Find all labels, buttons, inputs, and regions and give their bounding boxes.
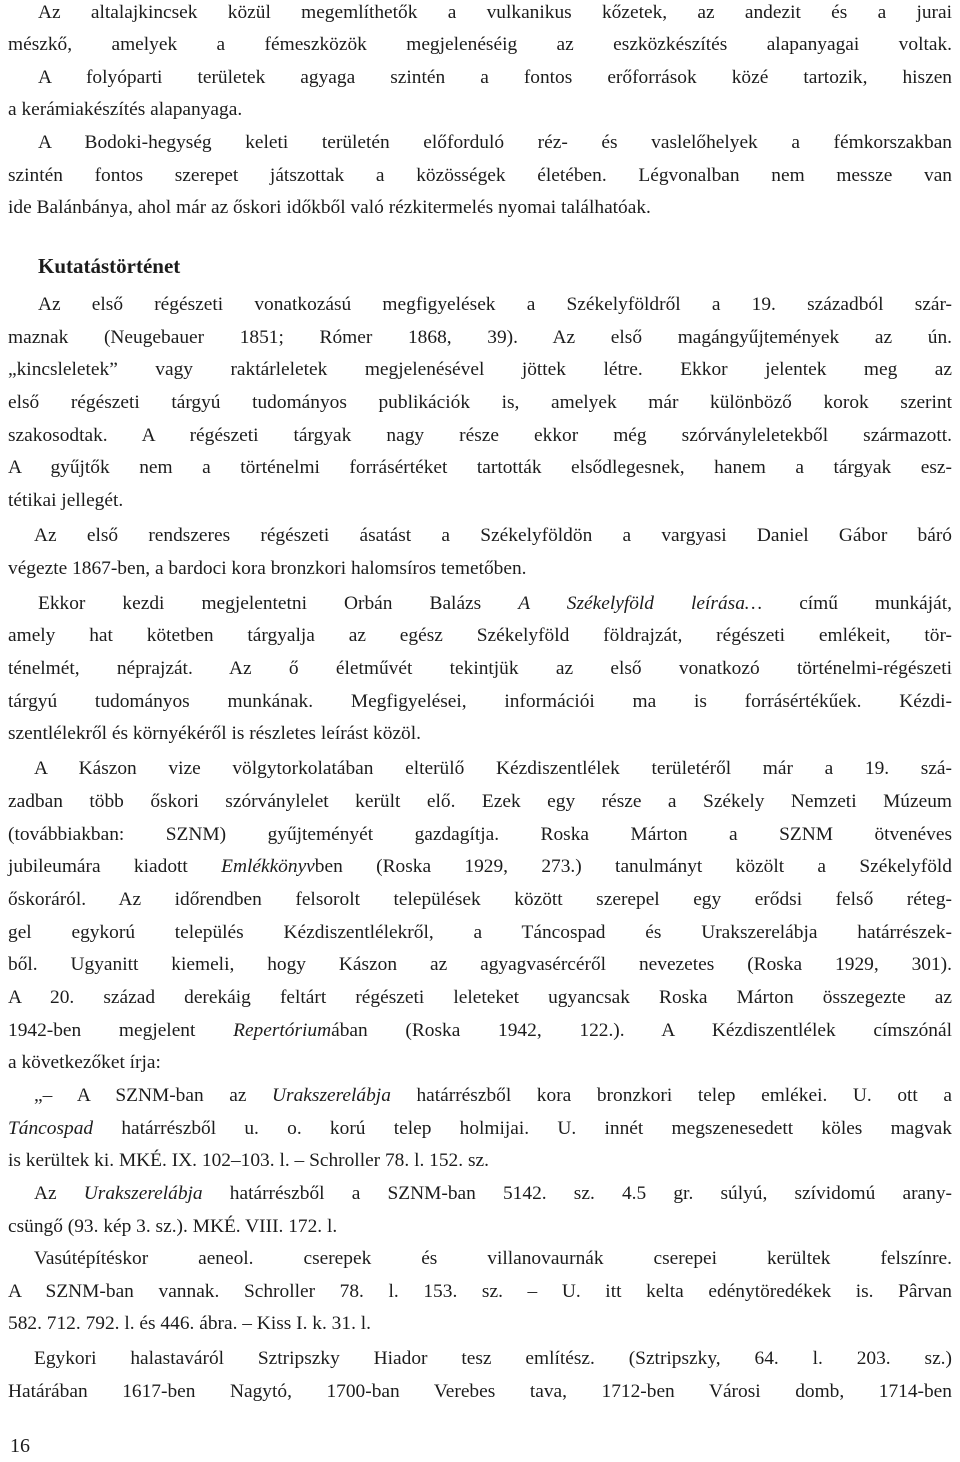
quote-line [34,1083,952,1109]
quote-line [34,1181,952,1207]
text-run: „– A SZNM-ban az [34,1085,273,1106]
text-line: amely hat kötetben tárgyalja az egész Székelyföld földrajzát, régészeti emlékeit, tör- [8,625,952,646]
text-line: (továbbiakban: SZNM) gyűjteményét gazdagítja. Roska Márton a SZNM ötvenéves [8,824,952,845]
text-line: a következőket írja: [8,1052,161,1073]
text-line: A 20. század derekáig feltárt régészeti leleteket ugyancsak Roska Márton összegezte az [8,987,952,1008]
italic-place-name: Urakszerelábja [272,1085,391,1106]
text-line: zadban több őskori szórványlelet került elő. Ezek egy része a Székely Nemzeti Múzeum [8,791,952,812]
text-line: tétikai jellegét. [8,490,124,511]
text-run: jubileumára kiadott [8,856,222,877]
text-run: 1942-ben megjelent [8,1020,234,1041]
italic-place-name: Táncospad [8,1118,94,1139]
text-line: ből. Ugyanitt kiemeli, hogy Kászon az agyagvasércéről nevezetes (Roska 1929, 301). [8,954,952,975]
text-line: ténelmét, néprajzát. Az ő életművét tekintjük az első vonatkozó történelmi-régészeti [8,658,952,679]
text-run: ben (Roska 1929, 273.) tanulmányt közölt a Székelyföld [314,856,952,877]
text-run: határrészből a SZNM-ban 5142. sz. 4.5 gr. súlyú, szívidomú arany- [202,1183,952,1204]
text-line: „kincsleletek” vagy raktárleletek megjelenésével jöttek létre. Ekkor jelentek meg az [8,359,952,380]
page-number: 16 [10,1435,30,1457]
quote-line: 582. 712. 792. l. és 446. ábra. – Kiss I. k. 31. l. [8,1313,372,1334]
text-line [38,591,952,617]
text-line: Az altalajkincsek közül megemlíthetők a vulkanikus kőzetek, az andezit és a jurai [38,2,952,23]
quote-line: A SZNM-ban vannak. Schroller 78. l. 153. sz. – U. itt kelta edénytöredékek is. Pârvan [8,1281,952,1302]
italic-title: Emlékkönyv [221,856,315,877]
text-line: Az első rendszeres régészeti ásatást a Székelyföldön a vargyasi Daniel Gábor báró [34,525,952,546]
text-line: ide Balánbánya, ahol már az őskori időkből való rézkitermelés nyomai találhatóak. [8,197,651,218]
text-line: A folyóparti területek agyaga szintén a fontos erőforrások közé tartozik, hiszen [38,67,952,88]
quote-line: is kerültek ki. MKÉ. IX. 102–103. l. – Schroller 78. l. 152. sz. [8,1150,489,1171]
italic-title: A Székelyföld leírása… [518,593,763,614]
text-line: szakosodtak. A régészeti tárgyak nagy része ekkor még szórványleletekből származott. [8,425,952,446]
text-line: mészkő, amelyek a fémeszközök megjelenéséig az eszközkészítés alapanyagai voltak. [8,34,952,55]
text-line: maznak (Neugebauer 1851; Rómer 1868, 39). Az első magángyűjtemények az ún. [8,327,952,348]
text-line: A Kászon vize völgytorkolatában elterülő Kézdiszentlélek területéről már a 19. szá- [34,758,952,779]
text-line [8,854,952,880]
quote-line: Vasútépítéskor aeneol. cserepek és villanovaurnák cserepei kerültek felszínre. [34,1248,952,1269]
text-line: szentlélekről és környékéről is részletes leírást közöl. [8,723,421,744]
text-run: Az [34,1183,84,1204]
text-run: című munkáját, [762,593,953,614]
text-line [8,1018,952,1044]
text-line: tárgyú tudományos munkának. Megfigyelései, információi ma is forrásértékűek. Kézdi- [8,691,952,712]
text-line: a kerámiakészítés alapanyaga. [8,99,243,120]
text-line: gel egykorú település Kézdiszentlélekről, a Táncospad és Urakszerelábja határrészek- [8,922,952,943]
text-line: Egykori halastaváról Sztripszky Hiador tesz említész. (Sztripszky, 64. l. 203. sz.) [34,1348,952,1369]
text-line: őskoráról. Az időrendben felsorolt települések között szerepel egy erődsi felső réteg- [8,889,952,910]
text-line: A gyűjtők nem a történelmi forrásértéket tartották elsődlegesnek, hanem a tárgyak esz- [8,457,952,478]
text-line: Az első régészeti vonatkozású megfigyelések a Székelyföldről a 19. századból szár- [38,294,952,315]
text-run: ában (Roska 1942, 122.). A Kézdiszentlélek címszónál [331,1020,952,1041]
text-run: határrészből u. o. korú telep holmijai. U. innét megszenesedett köles magvak [93,1118,952,1139]
text-line: első régészeti tárgyú tudományos publikációk is, amelyek már különböző korok szerint [8,392,952,413]
text-line: végezte 1867-ben, a bardoci kora bronzkori halomsíros temetőben. [8,558,527,579]
italic-place-name: Urakszerelábja [83,1183,203,1204]
text-run: Ekkor kezdi megjelentetni Orbán Balázs [38,593,519,614]
quote-line [8,1116,952,1142]
italic-title: Repertórium [233,1020,332,1041]
text-run: határrészből kora bronzkori telep emlékei. U. ott a [390,1085,952,1106]
text-line: A Bodoki-hegység keleti területén előforduló réz- és vaslelőhelyek a fémkorszakban [38,132,952,153]
quote-line: csüngő (93. kép 3. sz.). MKÉ. VIII. 172. l. [8,1216,338,1237]
text-line: Határában 1617-ben Nagytó, 1700-ban Verebes tava, 1712-ben Városi domb, 1714-ben [8,1381,952,1402]
text-line: szintén fontos szerepet játszottak a közösségek életében. Légvonalban nem messze van [8,165,952,186]
section-heading: Kutatástörténet [38,254,181,278]
